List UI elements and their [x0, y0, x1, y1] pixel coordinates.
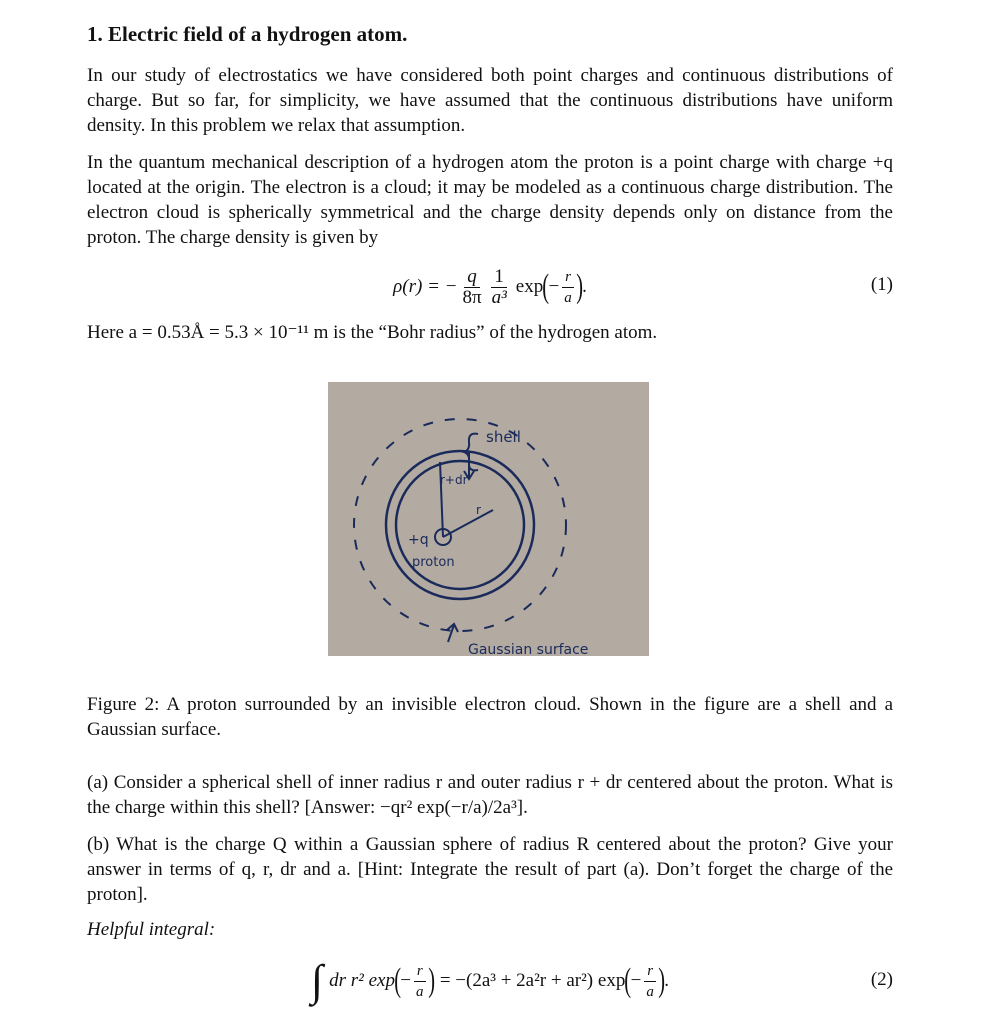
eq1-frac-a-num: 1 [491, 267, 507, 288]
eq1-arg-sign: − [548, 276, 560, 297]
eq1-arg-den: a [564, 289, 572, 306]
eq2-arg2-sign: − [630, 970, 642, 991]
eq1-frac-q [459, 267, 484, 308]
eq2-arg2-num: r [644, 961, 656, 982]
hydrogen-figure [328, 382, 649, 656]
eq1-exp: exp [515, 276, 544, 297]
eq1-number: (1) [870, 274, 893, 295]
eq2-lparen-2: ( [624, 962, 632, 999]
eq1-frac-q-den: 8π [462, 286, 482, 308]
label-gaussian-surface: Gaussian surface [468, 642, 589, 656]
eq1-arg-frac [561, 267, 575, 308]
part-b: (b) What is the charge Q within a Gaussian sphere of radius R centered about the proton? Give your answer in terms of q, r, dr and a. [Hint: Integrate the result of part (a). Don’t forget the charge of the proton]. [87, 834, 893, 905]
eq2-arg1-den: a [416, 983, 424, 1000]
label-r: r [476, 503, 481, 517]
description-paragraph: In the quantum mechanical description of a hydrogen atom the proton is a point charge with charge +q located at the origin. The electron is a cloud; it may be modeled as a continuous charge distribution. The electron cloud is spherically symmetrical and the charge density depends only on distance from the proton. The charge density is given by [87, 152, 893, 248]
eq2-arg2-frac [643, 961, 657, 1002]
radius-line-r [443, 510, 493, 537]
eq2-integral-sign: ∫ [311, 956, 324, 1005]
eq1-end: . [582, 276, 587, 297]
problem-heading: 1. Electric field of a hydrogen atom. [87, 22, 408, 46]
eq2-lparen-1: ( [394, 962, 402, 999]
eq2-integrand: dr r² exp [329, 970, 395, 991]
eq1-lhs: ρ(r) = − [393, 276, 458, 297]
eq2-number: (2) [870, 969, 893, 990]
bohr-radius-paragraph: Here a = 0.53Å = 5.3 × 10⁻¹¹ m is the “Bohr radius” of the hydrogen atom. [87, 322, 658, 343]
problem-parts [87, 770, 893, 1011]
eq1-frac-q-num: q [464, 267, 480, 288]
intro-paragraph: In our study of electrostatics we have considered both point charges and continuous distributions of charge. But so far, for simplicity, we have assumed that the continuous distributions have uniform density. In this problem we relax that assumption. [87, 65, 893, 136]
label-plus-q: +q [408, 532, 429, 548]
helpful-integral-label: Helpful integral: [87, 919, 216, 940]
eq2-rhs: = −(2a³ + 2a²r + ar²) exp [439, 970, 626, 991]
equation-2 [87, 951, 893, 1011]
eq2-arg2-den: a [646, 983, 654, 1000]
page [87, 22, 893, 1005]
eq2-rparen-1: ) [427, 962, 435, 999]
label-proton: proton [412, 555, 455, 570]
figure-caption: Figure 2: A proton surrounded by an invisible electron cloud. Shown in the figure are a shell and a Gaussian surface. [87, 694, 893, 740]
hydrogen-figure-drawing [328, 382, 649, 656]
eq1-lparen: ( [542, 268, 550, 305]
eq2-end: . [664, 970, 669, 991]
eq1-frac-a [489, 267, 510, 308]
eq2-rparen-2: ) [658, 962, 665, 999]
part-a: (a) Consider a spherical shell of inner radius r and outer radius r + dr centered about the proton. What is the charge within this shell? [Answer: −qr² exp(−r/a)/2a³]. [87, 772, 893, 818]
label-rdr: r+dr [440, 473, 468, 487]
eq1-arg-num: r [562, 267, 574, 288]
eq1-frac-a-den: a³ [491, 286, 507, 308]
eq2-arg1-num: r [414, 961, 426, 982]
eq2-arg1-sign: − [400, 970, 411, 991]
eq1-rparen: ) [576, 268, 583, 305]
eq2-arg1-frac [413, 961, 427, 1002]
label-shell: shell [486, 428, 521, 446]
equation-1 [87, 262, 893, 312]
